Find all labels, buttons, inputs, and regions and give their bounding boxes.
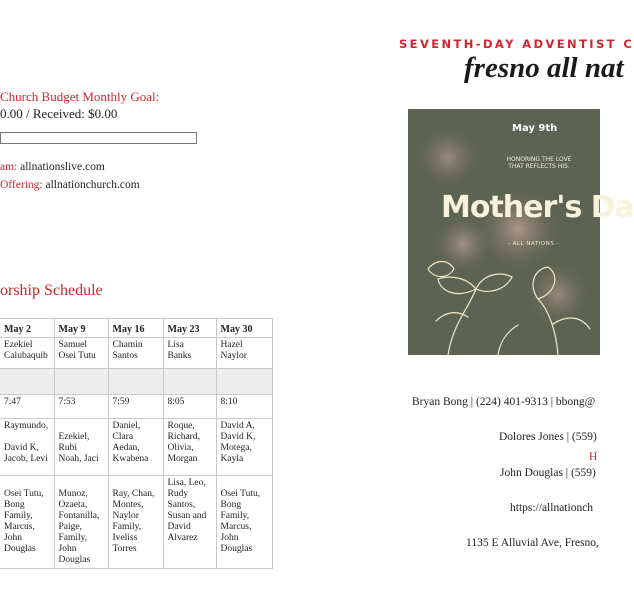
flyer-org: - ALL NATIONS - (508, 241, 559, 247)
table-row (0, 369, 272, 395)
budget-amounts: 0.00 / Received: $0.00 (0, 106, 118, 121)
schedule-cell: 8:10 (216, 395, 272, 419)
table-row (0, 395, 272, 419)
table-row (0, 419, 272, 476)
church-subtitle: fresno all nat (464, 52, 624, 84)
schedule-column-header: May 16 (108, 319, 163, 338)
church-address: 1135 E Alluvial Ave, Fresno, (466, 537, 599, 549)
contact-dolores-jones: Dolores Jones | (559) (499, 431, 597, 443)
flyer-headline: Mother's Da (441, 190, 634, 225)
worship-schedule-table (0, 318, 273, 569)
budget-progress-bar (0, 132, 197, 144)
schedule-cell: 8:05 (163, 395, 216, 419)
schedule-cell: 7:53 (54, 395, 108, 419)
stream-label: am: (0, 161, 18, 173)
worship-schedule-title: orship Schedule (0, 282, 103, 299)
schedule-cell: Daniel, Clara Aedan, Kwabena (108, 419, 163, 476)
schedule-cell (108, 369, 163, 395)
schedule-cell: Chamin Santos (108, 338, 163, 369)
schedule-cell: Roque, Richard, Olivia, Morgan (163, 419, 216, 476)
schedule-cell: Lisa, Leo, Rudy Santos, Susan and David Alvarez (163, 476, 216, 569)
schedule-cell: David A, David K, Motega, Kayla (216, 419, 272, 476)
flyer-date: May 9th (512, 123, 558, 134)
table-row (0, 476, 272, 569)
schedule-cell (0, 369, 54, 395)
schedule-cell: Osei Tutu, Bong Family, Marcus, John Douglas (216, 476, 272, 569)
schedule-cell: Osei Tutu, Bong Family, Marcus, John Douglas (0, 476, 54, 569)
offering-label: Offering: (0, 179, 43, 191)
stream-line (0, 161, 105, 173)
contact-section-heading: H (589, 451, 598, 463)
schedule-column-header: May 2 (0, 319, 54, 338)
budget-title: Church Budget Monthly Goal: (0, 89, 160, 104)
schedule-cell (216, 369, 272, 395)
website-link[interactable]: https://allnationch (510, 502, 594, 514)
schedule-column-header: May 30 (216, 319, 272, 338)
offering-line (0, 179, 140, 191)
table-row (0, 338, 272, 369)
schedule-cell: Raymundo, David K, Jacob, Levi (0, 419, 54, 476)
stream-link[interactable]: allnationslive.com (20, 161, 105, 173)
schedule-cell (54, 369, 108, 395)
church-name: SEVENTH-DAY ADVENTIST C (399, 37, 634, 51)
schedule-cell: Ezekiel Calubaquib (0, 338, 54, 369)
offering-link[interactable]: allnationchurch.com (45, 179, 140, 191)
schedule-header-row (0, 319, 272, 338)
schedule-column-header: May 23 (163, 319, 216, 338)
flower-illustration (408, 109, 600, 355)
schedule-cell: Lisa Banks (163, 338, 216, 369)
schedule-cell: Ray, Chan, Montes, Naylor Family, Iveliss Torres (108, 476, 163, 569)
schedule-cell: 7:59 (108, 395, 163, 419)
schedule-column-header: May 9 (54, 319, 108, 338)
schedule-cell: Samuel Osei Tutu (54, 338, 108, 369)
schedule-cell (163, 369, 216, 395)
schedule-cell: 7:47 (0, 395, 54, 419)
schedule-cell: Ezekiel, Rubi Noah, Jaci (54, 419, 108, 476)
flyer-tagline: HONORING THE LOVE THAT REFLECTS HIS. (506, 156, 572, 170)
mothers-day-flyer (408, 109, 634, 355)
contact-john-douglas: John Douglas | (559) (500, 467, 596, 479)
schedule-cell: Hazel Naylor (216, 338, 272, 369)
contact-bryan-bong: Bryan Bong | (224) 401-9313 | bbong@ (412, 396, 596, 408)
schedule-cell: Munoz, Ozaeta, Fontanilla, Paige, Family, John Douglas (54, 476, 108, 569)
